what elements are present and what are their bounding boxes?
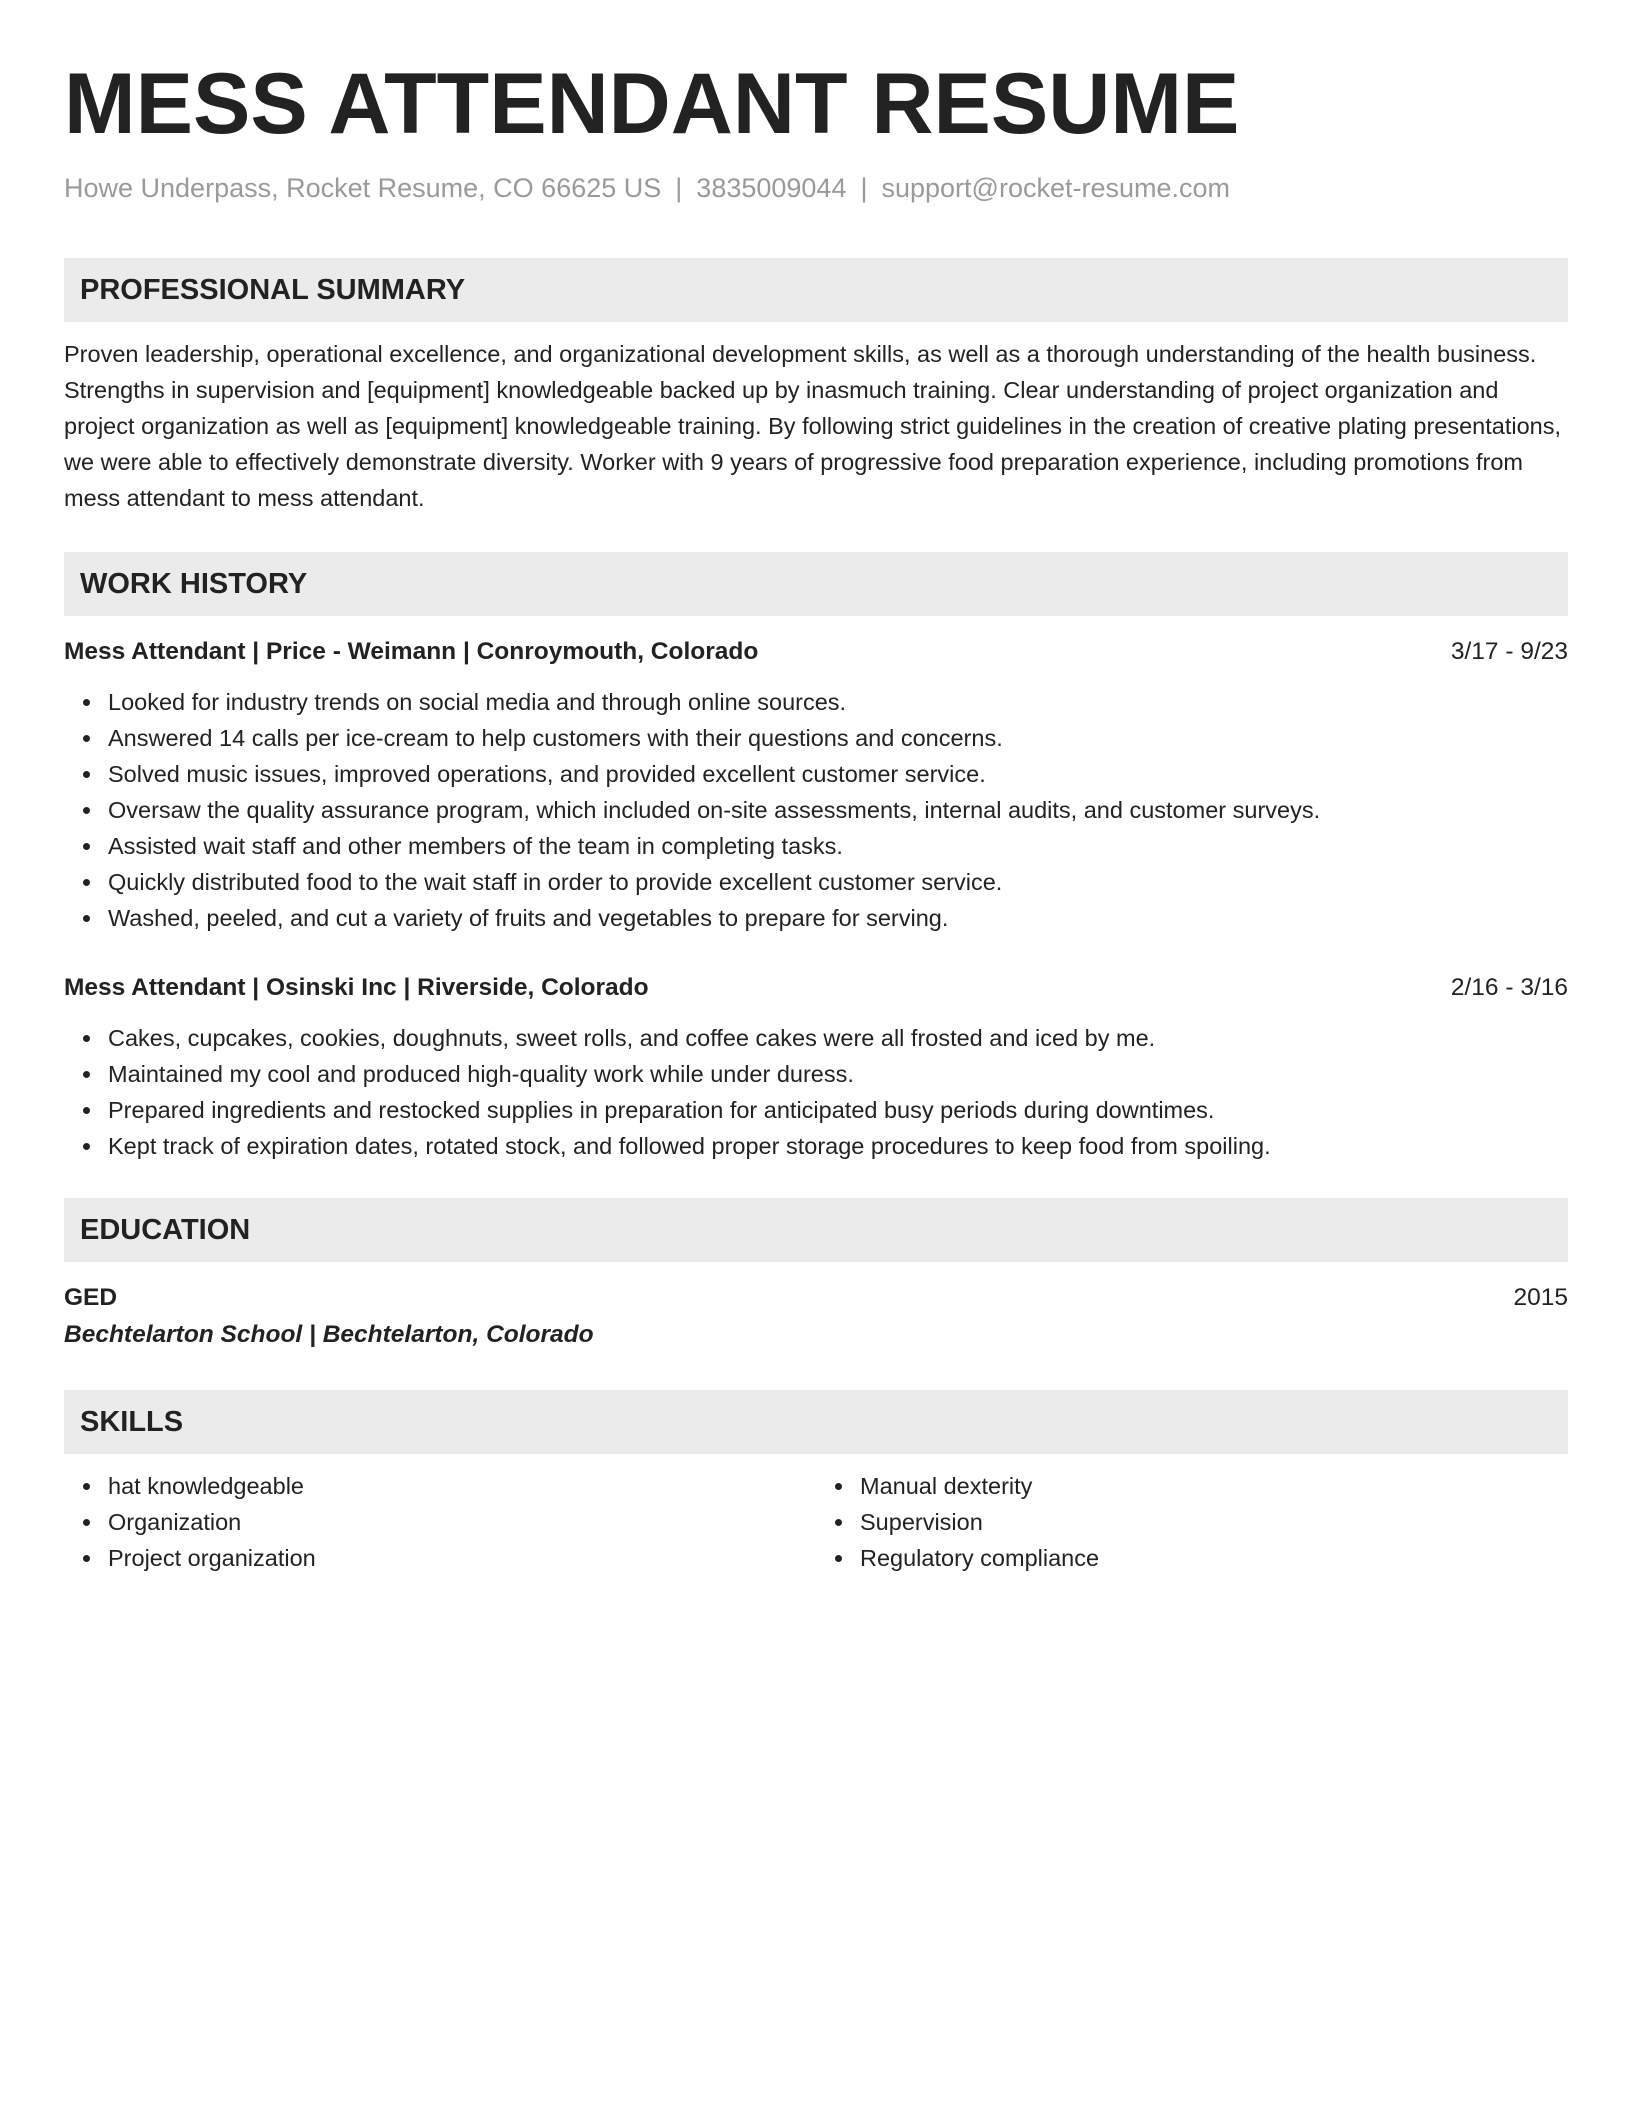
job-bullets xyxy=(64,684,1568,936)
section-header-skills: SKILLS xyxy=(64,1390,1568,1454)
job-bullet: Washed, peeled, and cut a variety of fruits and vegetables to prepare for serving. xyxy=(108,900,1568,936)
skills-grid xyxy=(64,1468,1568,1576)
job-title: Mess Attendant | Price - Weimann | Conroymouth, Colorado xyxy=(64,638,759,665)
skill-item: Supervision xyxy=(860,1504,1568,1540)
job-dates: 2/16 - 3/16 xyxy=(1450,974,1568,1001)
job-title: Mess Attendant | Osinski Inc | Riverside, Colorado xyxy=(64,974,649,1001)
contact-email: support@rocket-resume.com xyxy=(881,173,1231,203)
skills-column-right xyxy=(816,1468,1568,1576)
summary-text: Proven leadership, operational excellence, and organizational development skills, as well as a thorough understanding of the health business. Strengths in supervision and [equipment] knowledgeable backed up by inasmuch training. Clear understanding of project organization and project organization as well as [equipment] knowledgeable training. By following strict guidelines in the creation of creative plating presentations, we were able to effectively demonstrate diversity. Worker with 9 years of progressive food preparation experience, including promotions from mess attendant to mess attendant. xyxy=(64,341,1562,511)
education-school: Bechtelarton School | Bechtelarton, Colorado xyxy=(64,1321,594,1348)
education-row xyxy=(64,1280,1568,1316)
skill-item: Organization xyxy=(108,1504,816,1540)
education-year: 2015 xyxy=(1513,1284,1568,1311)
contact-separator: | xyxy=(860,173,868,203)
job-dates: 3/17 - 9/23 xyxy=(1450,638,1568,665)
section-header-summary: PROFESSIONAL SUMMARY xyxy=(64,258,1568,322)
contact-address: Howe Underpass, Rocket Resume, CO 66625 US xyxy=(64,173,662,203)
skill-item: Project organization xyxy=(108,1540,816,1576)
section-header-education: EDUCATION xyxy=(64,1198,1568,1262)
skill-item: hat knowledgeable xyxy=(108,1468,816,1504)
job-bullet: Maintained my cool and produced high-quality work while under duress. xyxy=(108,1056,1568,1092)
skills-list xyxy=(64,1468,816,1576)
job-bullet: Assisted wait staff and other members of the team in completing tasks. xyxy=(108,828,1568,864)
skill-item: Manual dexterity xyxy=(860,1468,1568,1504)
job-entry xyxy=(64,970,1568,1164)
job-bullet: Solved music issues, improved operations, and provided excellent customer service. xyxy=(108,756,1568,792)
education-degree: GED xyxy=(64,1284,118,1311)
job-bullet: Cakes, cupcakes, cookies, doughnuts, sweet rolls, and coffee cakes were all frosted and iced by me. xyxy=(108,1020,1568,1056)
job-header xyxy=(64,970,1568,1006)
job-entry xyxy=(64,634,1568,936)
job-bullet: Answered 14 calls per ice-cream to help customers with their questions and concerns. xyxy=(108,720,1568,756)
job-bullet: Kept track of expiration dates, rotated stock, and followed proper storage procedures to keep food from spoiling. xyxy=(108,1128,1568,1164)
job-bullets xyxy=(64,1020,1568,1164)
skills-column-left xyxy=(64,1468,816,1576)
job-bullet: Quickly distributed food to the wait staff in order to provide excellent customer service. xyxy=(108,864,1568,900)
contact-phone: 3835009044 xyxy=(696,173,847,203)
skills-list xyxy=(816,1468,1568,1576)
job-header xyxy=(64,634,1568,670)
contact-line xyxy=(64,170,1568,206)
job-bullet: Prepared ingredients and restocked supplies in preparation for anticipated busy periods during downtimes. xyxy=(108,1092,1568,1128)
job-bullet: Oversaw the quality assurance program, which included on-site assessments, internal audits, and customer surveys. xyxy=(108,792,1568,828)
job-bullet: Looked for industry trends on social media and through online sources. xyxy=(108,684,1568,720)
section-header-work-history: WORK HISTORY xyxy=(64,552,1568,616)
skill-item: Regulatory compliance xyxy=(860,1540,1568,1576)
contact-separator: | xyxy=(675,173,683,203)
resume-title: MESS ATTENDANT RESUME xyxy=(64,56,1240,152)
